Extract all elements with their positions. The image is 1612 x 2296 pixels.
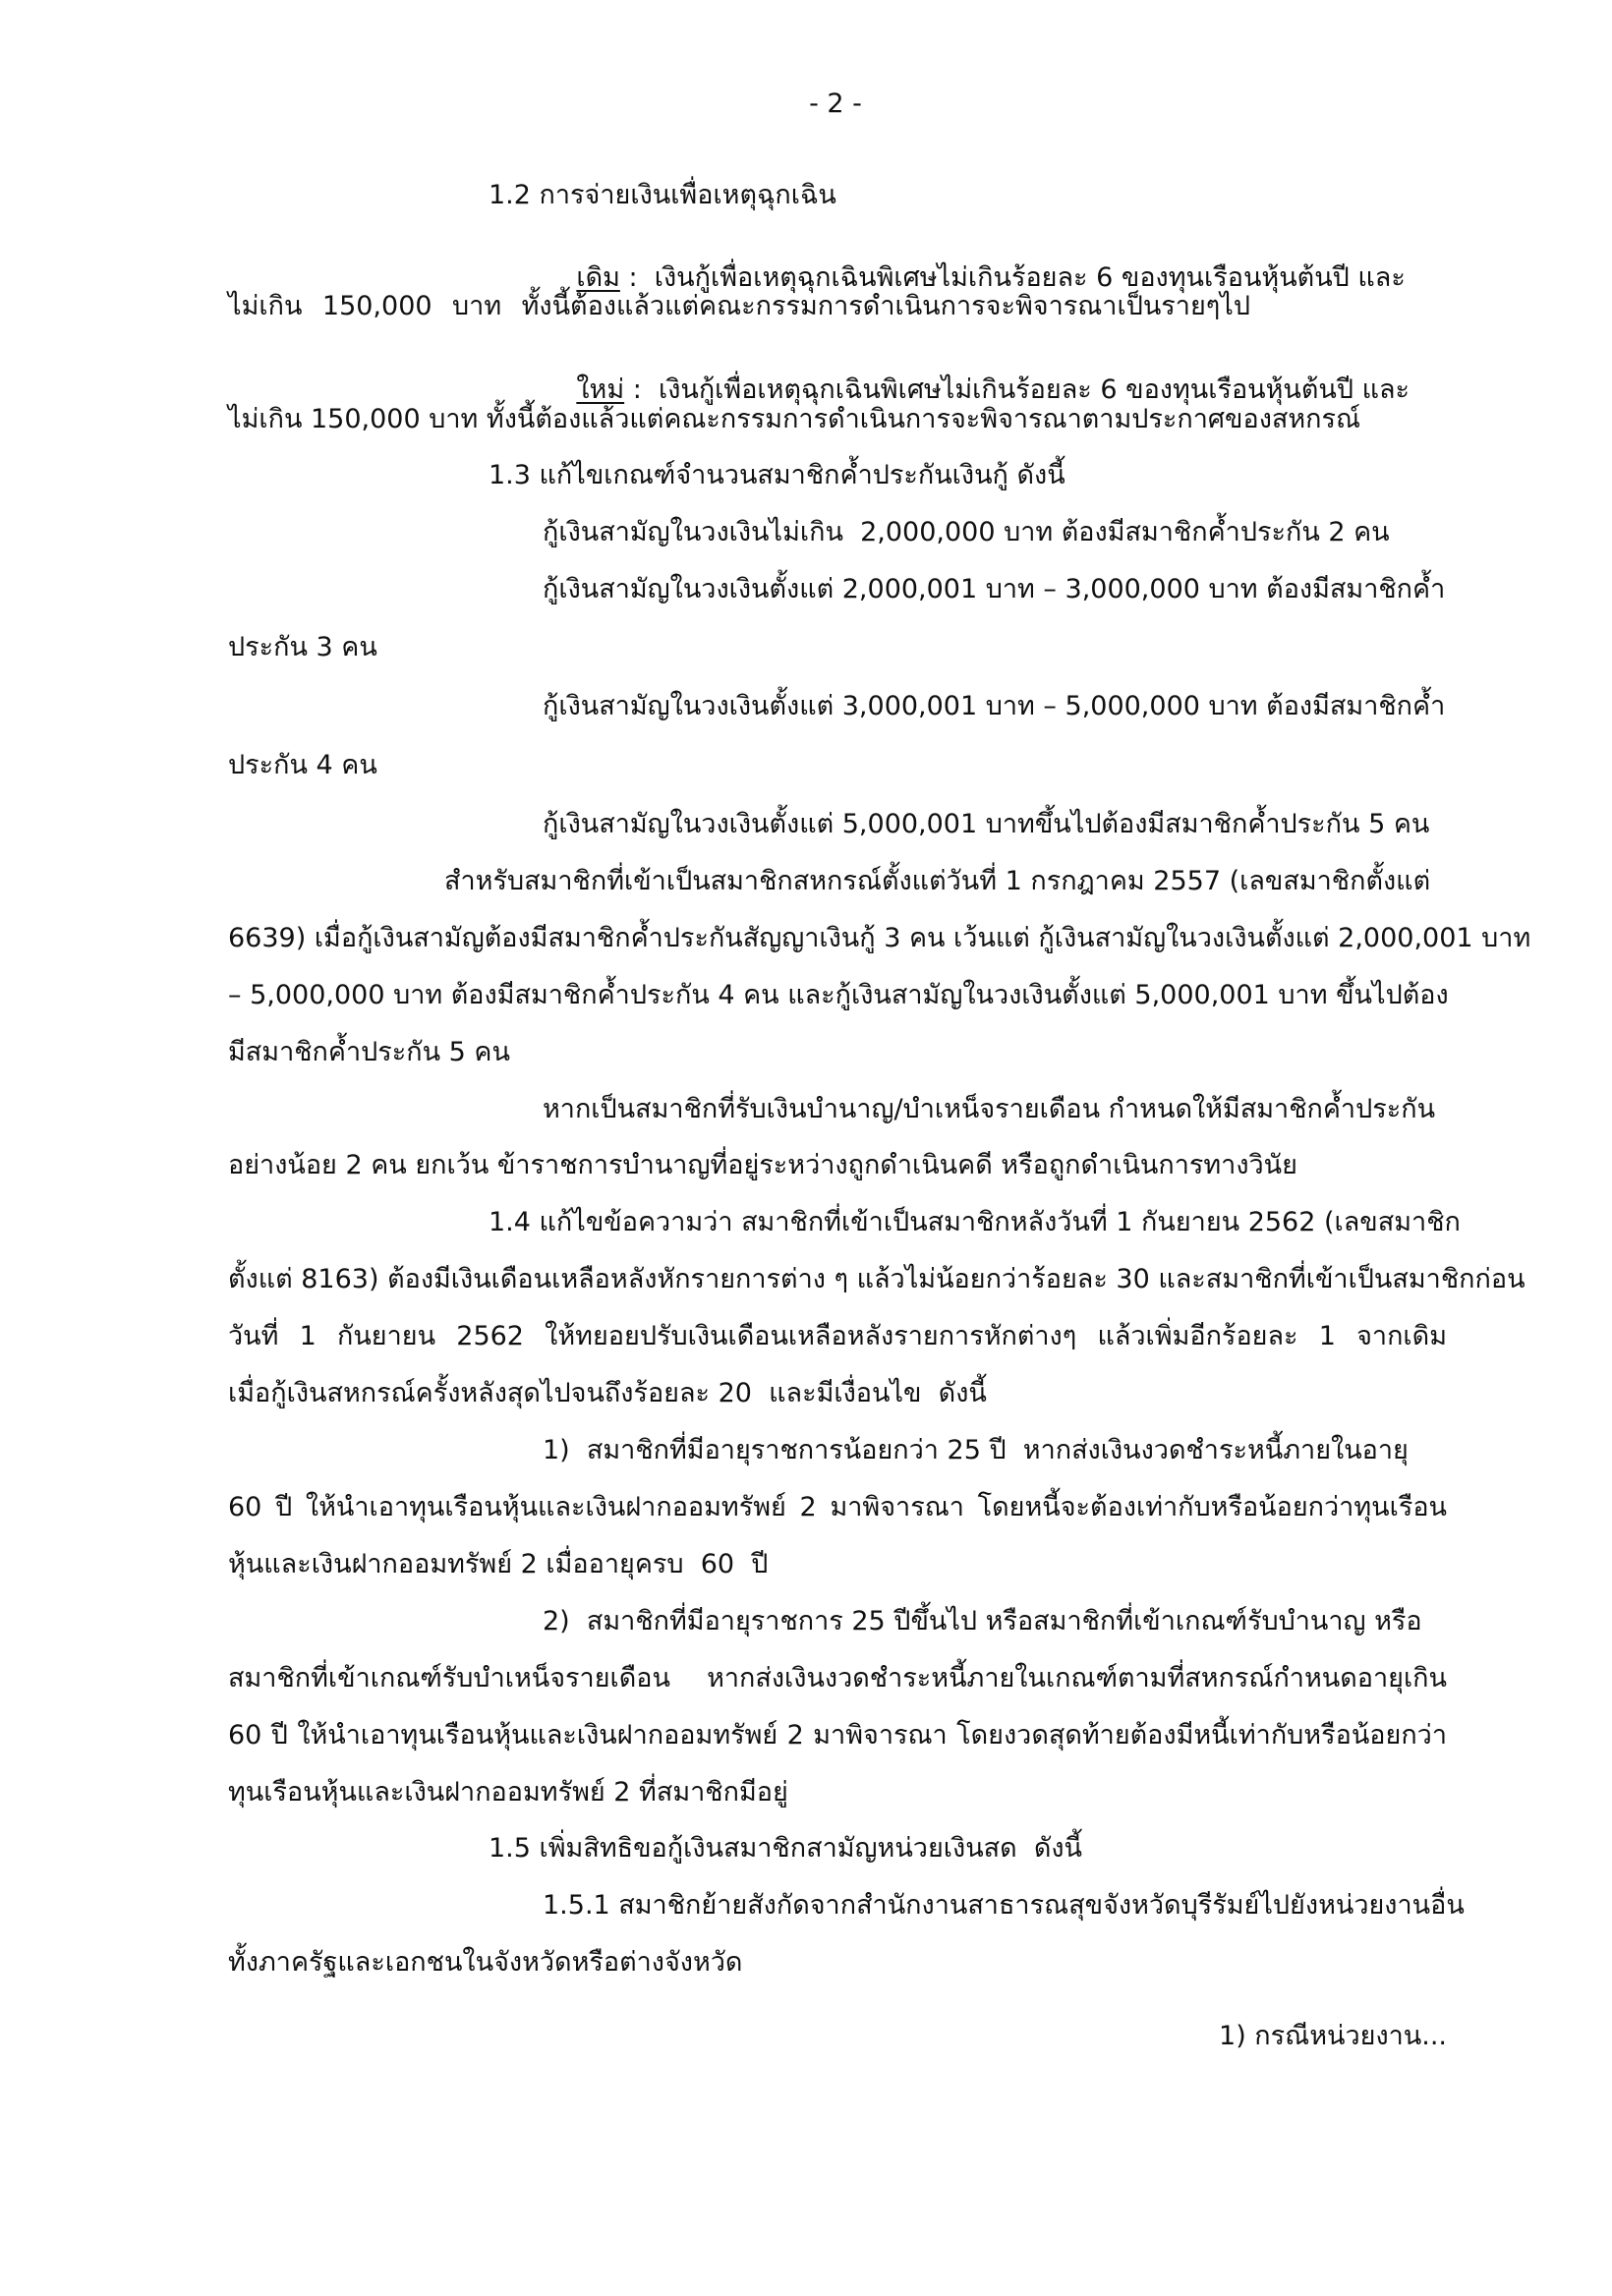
section-1-2-new-line-2: ไม่เกิน 150,000 บาท ทั้งนี้ต้องแล้วแต่คณะกรรมการดำเนินการจะพิจารณาตามประกาศของสหกรณ์ <box>228 404 1361 434</box>
section-1-3-para2-line-1: หากเป็นสมาชิกที่รับเงินบำนาญ/บำเหน็จรายเดือน กำหนดให้มีสมาชิกค้ำประกัน <box>543 1094 1436 1124</box>
page-number: - 2 - <box>809 88 862 119</box>
section-1-3-line-3b: ประกัน 4 คน <box>228 750 377 780</box>
new-text: : เงินกู้เพื่อเหตุฉุกเฉินพิเศษไม่เกินร้อยละ 6 ของทุนเรือนหุ้นต้นปี และ <box>624 374 1410 405</box>
continuation-text: 1) กรณีหน่วยงาน... <box>1219 2021 1447 2051</box>
section-1-5-heading: 1.5 เพิ่มสิทธิขอกู้เงินสมาชิกสามัญหน่วยเงินสด ดังนี้ <box>489 1833 1083 1864</box>
condition-1-line-1: 1) สมาชิกที่มีอายุราชการน้อยกว่า 25 ปี หากส่งเงินงวดชำระหนี้ภายในอายุ <box>543 1435 1409 1465</box>
section-1-4-line-1: 1.4 แก้ไขข้อความว่า สมาชิกที่เข้าเป็นสมาชิกหลังวันที่ 1 กันยายน 2562 (เลขสมาชิก <box>489 1207 1461 1237</box>
section-1-3-line-1: กู้เงินสามัญในวงเงินไม่เกิน 2,000,000 บาท ต้องมีสมาชิกค้ำประกัน 2 คน <box>543 517 1390 547</box>
new-label: ใหม่ <box>576 374 625 405</box>
section-1-3-line-2b: ประกัน 3 คน <box>228 632 377 662</box>
condition-1-line-2: 60 ปี ให้นำเอาทุนเรือนหุ้นและเงินฝากออมทรัพย์ 2 มาพิจารณา โดยหนี้จะต้องเท่ากับหรือน้อยกว่าทุนเรือน <box>228 1492 1447 1522</box>
section-1-3-para1-line-2: 6639) เมื่อกู้เงินสามัญต้องมีสมาชิกค้ำประกันสัญญาเงินกู้ 3 คน เว้นแต่ กู้เงินสามัญในวงเงินตั้งแต่ 2,000,001 บาท <box>228 923 1531 953</box>
section-1-4-line-2: ตั้งแต่ 8163) ต้องมีเงินเดือนเหลือหลังหักรายการต่าง ๆ แล้วไม่น้อยกว่าร้อยละ 30 และสมาชิกที่เข้าเป็นสมาชิกก่อน <box>228 1264 1526 1294</box>
condition-2-line-1: 2) สมาชิกที่มีอายุราชการ 25 ปีขึ้นไป หรือสมาชิกที่เข้าเกณฑ์รับบำนาญ หรือ <box>543 1606 1422 1636</box>
section-1-2-heading: 1.2 การจ่ายเงินเพื่อเหตุฉุกเฉิน <box>489 180 836 210</box>
section-1-3-para1-line-3: – 5,000,000 บาท ต้องมีสมาชิกค้ำประกัน 4 คน และกู้เงินสามัญในวงเงินตั้งแต่ 5,000,001 บาท ขึ้นไปต้อง <box>228 980 1449 1010</box>
condition-1-line-3: หุ้นและเงินฝากออมทรัพย์ 2 เมื่ออายุครบ 60 ปี <box>228 1549 769 1579</box>
section-1-3-para2-line-2: อย่างน้อย 2 คน ยกเว้น ข้าราชการบำนาญที่อยู่ระหว่างถูกดำเนินคดี หรือถูกดำเนินการทางวินัย <box>228 1150 1297 1180</box>
section-1-3-heading: 1.3 แก้ไขเกณฑ์จำนวนสมาชิกค้ำประกันเงินกู้ ดังนี้ <box>489 460 1065 490</box>
condition-2-line-3: 60 ปี ให้นำเอาทุนเรือนหุ้นและเงินฝากออมทรัพย์ 2 มาพิจารณา โดยงวดสุดท้ายต้องมีหนี้เท่ากับหรือน้อยกว่า <box>228 1720 1447 1751</box>
old-text: : เงินกู้เพื่อเหตุฉุกเฉินพิเศษไม่เกินร้อยละ 6 ของทุนเรือนหุ้นต้นปี และ <box>619 262 1406 293</box>
section-1-3-line-2: กู้เงินสามัญในวงเงินตั้งแต่ 2,000,001 บาท – 3,000,000 บาท ต้องมีสมาชิกค้ำ <box>543 574 1446 604</box>
section-1-3-line-3: กู้เงินสามัญในวงเงินตั้งแต่ 3,000,001 บาท – 5,000,000 บาท ต้องมีสมาชิกค้ำ <box>543 691 1446 721</box>
section-1-4-line-4: เมื่อกู้เงินสหกรณ์ครั้งหลังสุดไปจนถึงร้อยละ 20 และมีเงื่อนไข ดังนี้ <box>228 1378 987 1408</box>
section-1-2-old-line-2: ไม่เกิน 150,000 บาท ทั้งนี้ต้องแล้วแต่คณะกรรมการดำเนินการจะพิจารณาเป็นรายๆไป <box>228 291 1250 321</box>
section-1-3-para1-line-4: มีสมาชิกค้ำประกัน 5 คน <box>228 1037 510 1067</box>
section-1-4-line-3: วันที่ 1 กันยายน 2562 ให้ทยอยปรับเงินเดือนเหลือหลังรายการหักต่างๆ แล้วเพิ่มอีกร้อยละ 1 จากเดิม <box>228 1321 1447 1351</box>
section-1-5-line-1: 1.5.1 สมาชิกย้ายสังกัดจากสำนักงานสาธารณสุขจังหวัดบุรีรัมย์ไปยังหน่วยงานอื่น <box>543 1890 1465 1921</box>
section-1-5-line-2: ทั้งภาครัฐและเอกชนในจังหวัดหรือต่างจังหวัด <box>228 1947 743 1978</box>
section-1-3-para1-line-1: สำหรับสมาชิกที่เข้าเป็นสมาชิกสหกรณ์ตั้งแต่วันที่ 1 กรกฎาคม 2557 (เลขสมาชิกตั้งแต่ <box>444 866 1431 896</box>
old-label: เดิม <box>576 262 620 293</box>
section-1-3-line-4: กู้เงินสามัญในวงเงินตั้งแต่ 5,000,001 บาทขึ้นไปต้องมีสมาชิกค้ำประกัน 5 คน <box>543 809 1430 839</box>
condition-2-line-4: ทุนเรือนหุ้นและเงินฝากออมทรัพย์ 2 ที่สมาชิกมีอยู่ <box>228 1777 788 1808</box>
condition-2-line-2: สมาชิกที่เข้าเกณฑ์รับบำเหน็จรายเดือน หากส่งเงินงวดชำระหนี้ภายในเกณฑ์ตามที่สหกรณ์กำหนดอายุเกิน <box>228 1663 1447 1693</box>
